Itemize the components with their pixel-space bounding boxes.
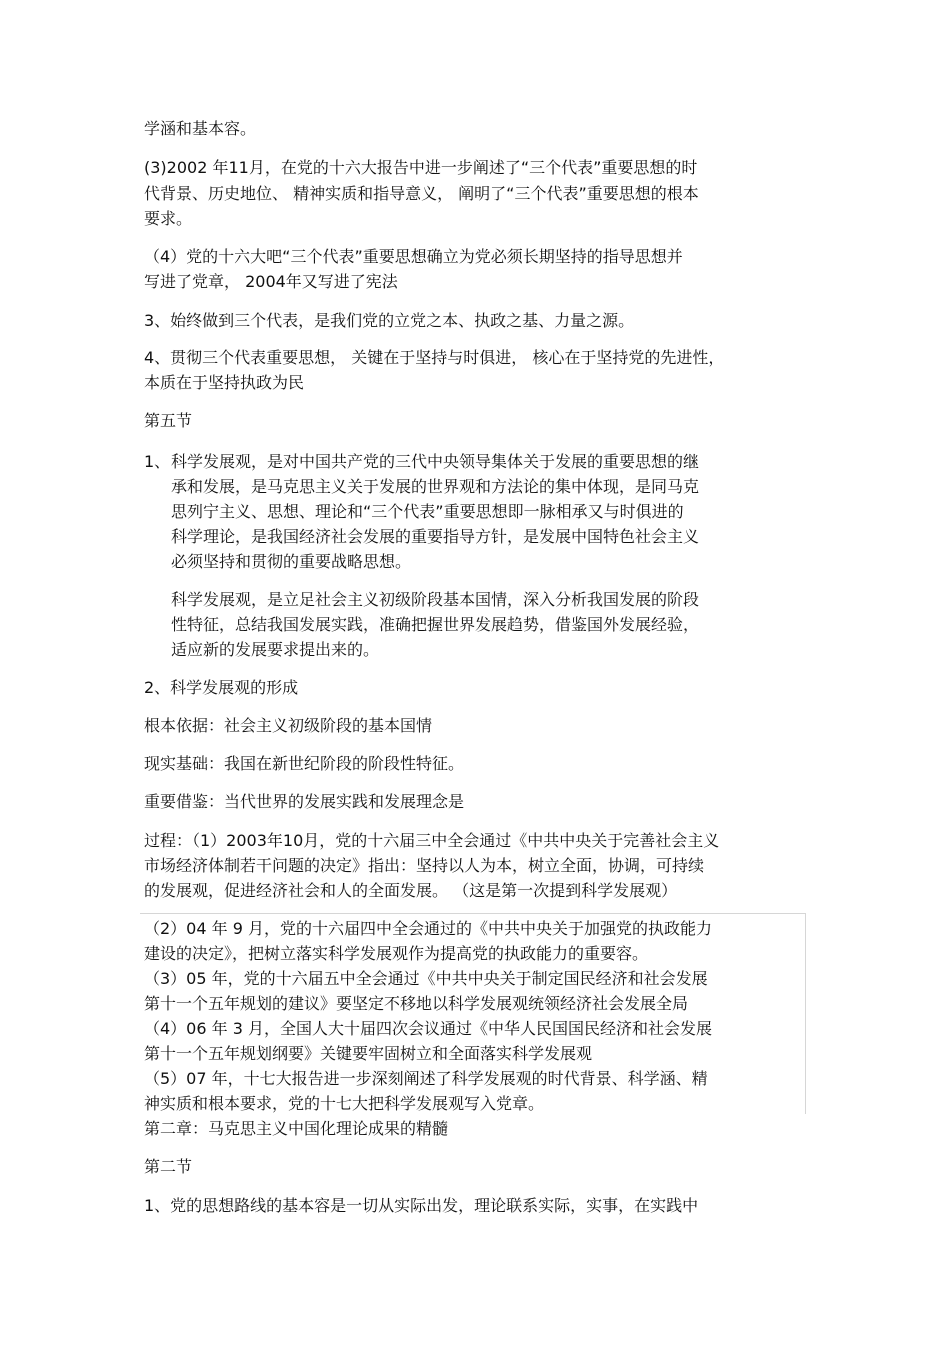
text-line: （3）05 年，党的十六届五中全会通过《中共中央关于制定国民经济和社会发展 [144, 969, 708, 988]
text-line: 科学发展观，是对中国共产党的三代中央领导集体关于发展的重要思想的继 [171, 452, 700, 471]
text-line: 现实基础：我国在新世纪阶段的阶段性特征。 [144, 754, 465, 773]
text-line: 写进了党章， 2004年又写进了宪法 [144, 272, 398, 291]
text-line: 根本依据：社会主义初级阶段的基本国情 [144, 716, 433, 735]
text-line: 第十一个五年规划纲要》关键要牢固树立和全面落实科学发展观 [144, 1044, 593, 1063]
text-line: （2）04 年 9 月，党的十六届四中全会通过的《中共中央关于加强党的执政能力 [144, 919, 712, 938]
text-line: 1、党的思想路线的基本容是一切从实际出发，理论联系实际，实事，在实践中 [144, 1196, 699, 1215]
text-line: 要求。 [144, 209, 193, 228]
text-line: 学涵和基本容。 [144, 119, 257, 138]
text-line: 2、科学发展观的形成 [144, 678, 299, 697]
chapter-heading: 第二章：马克思主义中国化理论成果的精髓 [144, 1119, 449, 1138]
text-line: 代背景、历史地位、 精神实质和指导意义， 阐明了“三个代表”重要思想的根本 [144, 184, 699, 203]
text-line: 重要借鉴：当代世界的发展实践和发展理念是 [144, 792, 465, 811]
section-heading: 第二节 [144, 1157, 193, 1176]
text-line: 科学发展观，是立足社会主义初级阶段基本国情，深入分析我国发展的阶段 [171, 590, 700, 609]
section-heading: 第五节 [144, 411, 193, 430]
text-line: 第十一个五年规划的建议》要坚定不移地以科学发展观统领经济社会发展全局 [144, 994, 689, 1013]
text-line: 适应新的发展要求提出来的。 [171, 640, 380, 659]
text-line: 神实质和根本要求，党的十七大把科学发展观写入党章。 [144, 1094, 545, 1113]
text-line: 市场经济体制若干问题的决定》指出：坚持以人为本，树立全面，协调，可持续 [144, 856, 705, 875]
text-line: （5）07 年，十七大报告进一步深刻阐述了科学发展观的时代背景、科学涵、精 [144, 1069, 708, 1088]
text-line: 科学理论，是我国经济社会发展的重要指导方针，是发展中国特色社会主义 [171, 527, 700, 546]
text-line: 必须坚持和贯彻的重要战略思想。 [171, 552, 412, 571]
text-line: （4）06 年 3 月，全国人大十届四次会议通过《中华人民国国民经济和社会发展 [144, 1019, 712, 1038]
text-line: （4）党的十六大吧“三个代表”重要思想确立为党必须长期坚持的指导思想并 [144, 247, 683, 266]
text-line: 4、贯彻三个代表重要思想， 关键在于坚持与时俱进， 核心在于坚持党的先进性， [144, 348, 725, 367]
text-line: 思列宁主义、思想、理论和“三个代表”重要思想即一脉相承又与时俱进的 [171, 502, 684, 521]
text-line: 的发展观，促进经济社会和人的全面发展。 （这是第一次提到科学发展观） [144, 881, 678, 900]
text-line: 本质在于坚持执政为民 [144, 373, 305, 392]
text-line: 建设的决定》，把树立落实科学发展观作为提高党的执政能力的重要容。 [144, 944, 649, 963]
text-line: 承和发展，是马克思主义关于发展的世界观和方法论的集中体现，是同马克 [171, 477, 700, 496]
text-line: 性特征，总结我国发展实践，准确把握世界发展趋势，借鉴国外发展经验， [171, 615, 700, 634]
text-line: (3)2002 年11月，在党的十六大报告中进一步阐述了“三个代表”重要思想的时 [144, 158, 698, 177]
text-line: 过程：（1）2003年10月，党的十六届三中全会通过《中共中央关于完善社会主义 [144, 831, 720, 850]
text-line: 3、始终做到三个代表，是我们党的立党之本、执政之基、力量之源。 [144, 311, 635, 330]
list-number: 1、 [144, 452, 171, 471]
